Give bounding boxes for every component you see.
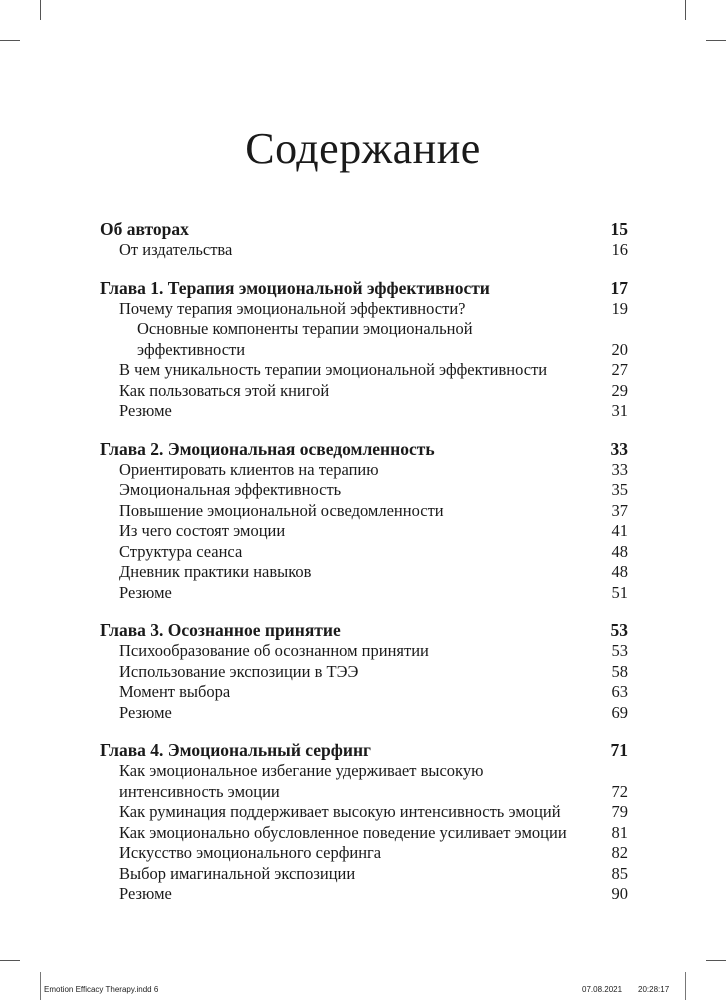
- toc-entry-title: Резюме: [119, 582, 172, 602]
- crop-mark: [706, 960, 726, 961]
- crop-mark: [0, 960, 20, 961]
- toc-entry-title: Повышение эмоциональной осведомленности: [119, 500, 444, 520]
- crop-mark: [685, 0, 686, 20]
- toc-entry-title: Об авторах: [100, 219, 189, 239]
- toc-entry-page: 48: [611, 541, 628, 561]
- toc-entry-title: Как эмоционально обусловленное поведение усиливает эмоции: [119, 822, 567, 842]
- crop-mark: [706, 40, 726, 41]
- toc-entry: [100, 381, 628, 402]
- toc-entry: [100, 542, 628, 563]
- toc-entry-title: Глава 1. Терапия эмоциональной эффективности: [100, 277, 490, 298]
- toc-entry-page: 82: [611, 843, 628, 862]
- toc-entry: [100, 240, 628, 261]
- toc-entry-page: 53: [611, 641, 628, 660]
- toc-entry-page: 16: [611, 240, 628, 259]
- toc-entry-title: Резюме: [119, 884, 172, 903]
- crop-mark: [40, 0, 41, 20]
- toc-entry: [100, 319, 628, 360]
- toc-entry: [100, 521, 628, 542]
- toc-section-front: [100, 218, 628, 261]
- toc-entry-title: Глава 2. Эмоциональная осведомленность: [100, 438, 435, 459]
- toc-entry: [100, 662, 628, 683]
- toc-chapter-entry: [100, 277, 628, 299]
- toc-entry-page: 69: [611, 702, 628, 722]
- toc-entry-page: 72: [611, 781, 628, 801]
- toc-entry-page: 51: [611, 582, 628, 602]
- toc-entry-title: Из чего состоят эмоции: [119, 521, 286, 540]
- toc-entry-page: 29: [611, 380, 628, 400]
- toc-entry-title: От издательства: [119, 240, 233, 259]
- toc-section-chapter-3: [100, 619, 628, 723]
- toc-entry-title: Резюме: [119, 401, 172, 420]
- toc-entry-page: 15: [610, 219, 628, 239]
- footer-filename: Emotion Efficacy Therapy.indd 6: [44, 985, 159, 994]
- toc-entry-page: 85: [611, 863, 628, 883]
- toc-entry-title: Почему терапия эмоциональной эффективности?: [119, 298, 466, 318]
- toc-entry-title: Структура сеанса: [119, 541, 243, 561]
- toc-entry-title: Искусство эмоционального серфинга: [119, 843, 382, 862]
- toc-entry-title: Как эмоциональное избегание удерживает высокую интенсивность эмоции: [119, 761, 484, 801]
- toc-entry: [100, 703, 628, 724]
- footer-time: 20:28:17: [638, 985, 670, 994]
- print-footer: [0, 985, 726, 999]
- toc-entry: [100, 480, 628, 501]
- toc-entry-title: Глава 3. Осознанное принятие: [100, 620, 341, 640]
- toc-entry-page: 79: [611, 802, 628, 821]
- toc-entry-page: 31: [611, 401, 628, 420]
- toc-entry-page: 63: [611, 682, 628, 701]
- toc-entry: [100, 682, 628, 703]
- toc-entry-page: 81: [611, 822, 628, 842]
- toc-chapter-entry: [100, 438, 628, 460]
- toc-chapter-entry: [100, 739, 628, 761]
- toc-entry-page: 20: [611, 339, 628, 359]
- toc-entry: [100, 460, 628, 481]
- toc-entry-page: 41: [611, 521, 628, 540]
- footer-date: 07.08.2021: [582, 985, 623, 994]
- toc-entry-title: Глава 4. Эмоциональный серфинг: [100, 740, 371, 760]
- toc-entry-page: 53: [610, 620, 628, 640]
- toc-entry-page: 33: [611, 459, 628, 479]
- crop-mark: [0, 40, 20, 41]
- toc-entry: [100, 299, 628, 320]
- toc-entry-title: Эмоциональная эффективность: [119, 480, 342, 499]
- toc-entry-title: Как руминация поддерживает высокую интенсивность эмоций: [119, 802, 561, 821]
- toc-entry: [100, 823, 628, 844]
- toc-entry: [100, 884, 628, 905]
- toc-entry-title: В чем уникальность терапии эмоциональной эффективности: [119, 360, 548, 379]
- toc-entry-title: Использование экспозиции в ТЭЭ: [119, 661, 359, 681]
- toc-entry-title: Основные компоненты терапии эмоциональной эффективности: [137, 319, 473, 359]
- toc-entry-page: 37: [611, 500, 628, 520]
- toc-entry-title: Ориентировать клиентов на терапию: [119, 459, 379, 479]
- toc-section-chapter-4: [100, 739, 628, 905]
- toc-chapter-entry: [100, 619, 628, 641]
- toc-entry-title: Выбор имагинальной экспозиции: [119, 863, 356, 883]
- page-title: Содержание: [245, 124, 481, 174]
- toc-entry: [100, 843, 628, 864]
- toc-entry-page: 19: [611, 298, 628, 318]
- toc-entry-page: 58: [611, 661, 628, 681]
- toc-section-chapter-2: [100, 438, 628, 604]
- toc-entry: [100, 583, 628, 604]
- toc-entry-title: Психообразование об осознанном принятии: [119, 641, 429, 660]
- toc-entry: [100, 802, 628, 823]
- toc-entry: [100, 360, 628, 381]
- toc-chapter-entry: [100, 218, 628, 240]
- toc-section-chapter-1: [100, 277, 628, 422]
- toc-entry: [100, 562, 628, 583]
- toc-entry-title: Как пользоваться этой книгой: [119, 380, 330, 400]
- toc-entry-page: 17: [610, 277, 628, 298]
- toc-entry-page: 71: [610, 740, 628, 760]
- toc-entry-page: 35: [611, 480, 628, 499]
- toc-entry-title: Дневник практики навыков: [119, 562, 312, 581]
- toc-entry: [100, 401, 628, 422]
- toc-entry-title: Момент выбора: [119, 682, 231, 701]
- table-of-contents: [100, 218, 628, 921]
- toc-entry-page: 48: [611, 562, 628, 581]
- toc-entry: [100, 641, 628, 662]
- toc-entry: [100, 761, 628, 802]
- toc-entry: [100, 864, 628, 885]
- toc-entry: [100, 501, 628, 522]
- toc-entry-page: 33: [610, 438, 628, 459]
- toc-entry-page: 90: [611, 884, 628, 903]
- toc-entry-title: Резюме: [119, 702, 172, 722]
- toc-entry-page: 27: [611, 360, 628, 379]
